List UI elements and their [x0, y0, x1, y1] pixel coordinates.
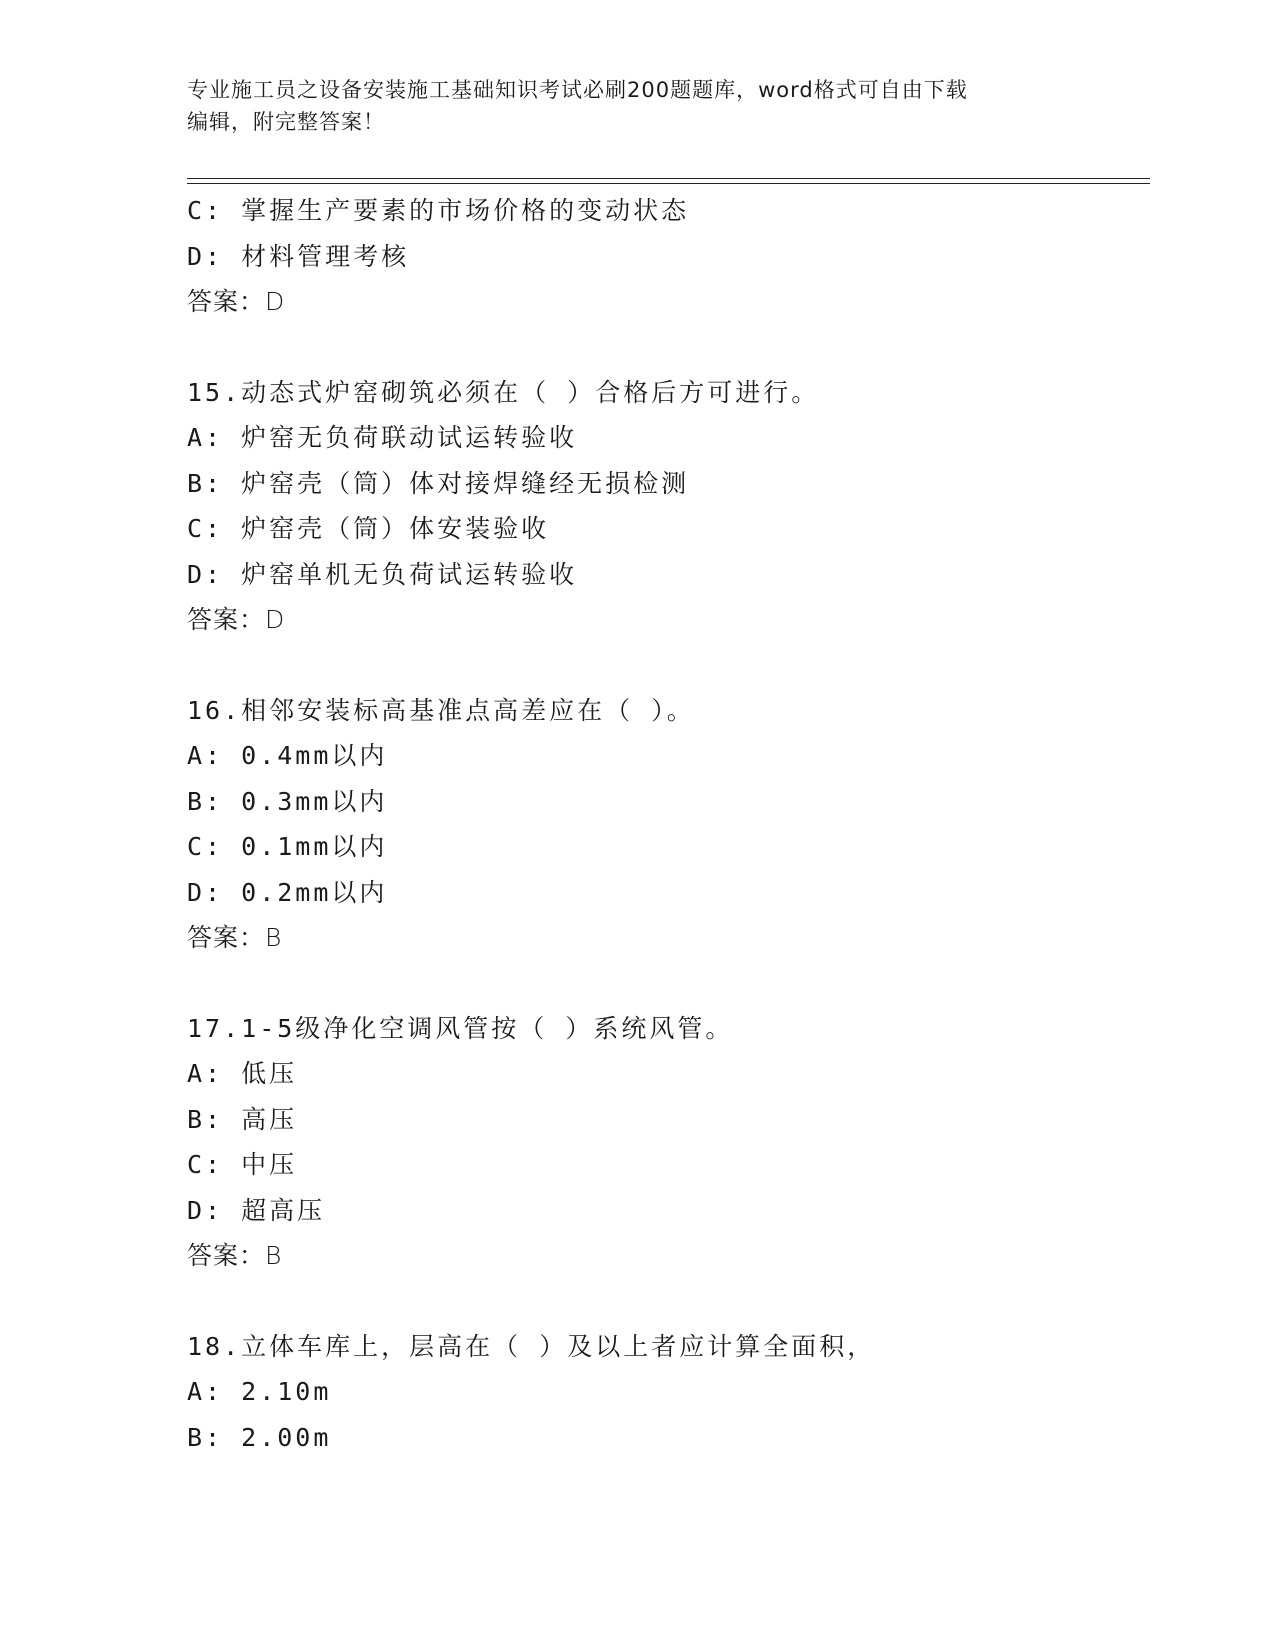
option-c: C: 炉窑壳（筒）体安装验收: [187, 514, 550, 543]
question-18: [187, 1324, 1147, 1461]
option-b: B: 炉窑壳（筒）体对接焊缝经无损检测: [187, 468, 690, 498]
option-b: B: 高压: [187, 1104, 298, 1134]
question-stem: 18.立体车库上，层高在（ ）及以上者应计算全面积，: [187, 1331, 876, 1361]
option-c: C: 掌握生产要素的市场价格的变动状态: [187, 196, 690, 225]
option-c: C: 中压: [187, 1150, 298, 1179]
question-gap: [187, 643, 1147, 688]
question-stem: 15.动态式炉窑砌筑必须在（ ）合格后方可进行。: [187, 377, 820, 407]
option-b: B: 2.00m: [187, 1422, 332, 1452]
question-list: [187, 188, 1147, 1460]
option-b: B: 0.3mm以内: [187, 786, 388, 816]
title-line-2: 编辑，附完整答案！: [187, 110, 385, 134]
question-stem: 16.相邻安装标高基准点高差应在（ ）。: [187, 695, 695, 725]
answer-line: 答案：D: [187, 287, 286, 316]
answer-line: 答案：D: [187, 605, 286, 634]
question-17: [187, 1006, 1147, 1279]
question-gap: [187, 325, 1147, 370]
answer-line: 答案：B: [187, 923, 283, 952]
option-a: A: 2.10m: [187, 1377, 332, 1406]
title-line-1: 专业施工员之设备安装施工基础知识考试必刷200题题库，word格式可自由下载: [187, 78, 968, 102]
option-a: A: 炉窑无负荷联动试运转验收: [187, 423, 578, 452]
question-15: [187, 370, 1147, 643]
option-a: A: 0.4mm以内: [187, 741, 388, 770]
header-divider-top: [187, 178, 1150, 179]
header-divider-bottom: [187, 183, 1150, 184]
option-d: D: 0.2mm以内: [187, 877, 388, 907]
answer-line: 答案：B: [187, 1241, 283, 1270]
question-gap: [187, 961, 1147, 1006]
option-c: C: 0.1mm以内: [187, 832, 388, 861]
question-gap: [187, 1279, 1147, 1324]
document-title: [187, 74, 1087, 138]
question-16: [187, 688, 1147, 961]
option-a: A: 低压: [187, 1059, 298, 1088]
option-d: D: 炉窑单机无负荷试运转验收: [187, 559, 578, 589]
question-14-tail: [187, 188, 1147, 325]
question-stem: 17.1-5级净化空调风管按（ ）系统风管。: [187, 1013, 734, 1043]
option-d: D: 超高压: [187, 1195, 326, 1225]
option-d: D: 材料管理考核: [187, 241, 410, 271]
